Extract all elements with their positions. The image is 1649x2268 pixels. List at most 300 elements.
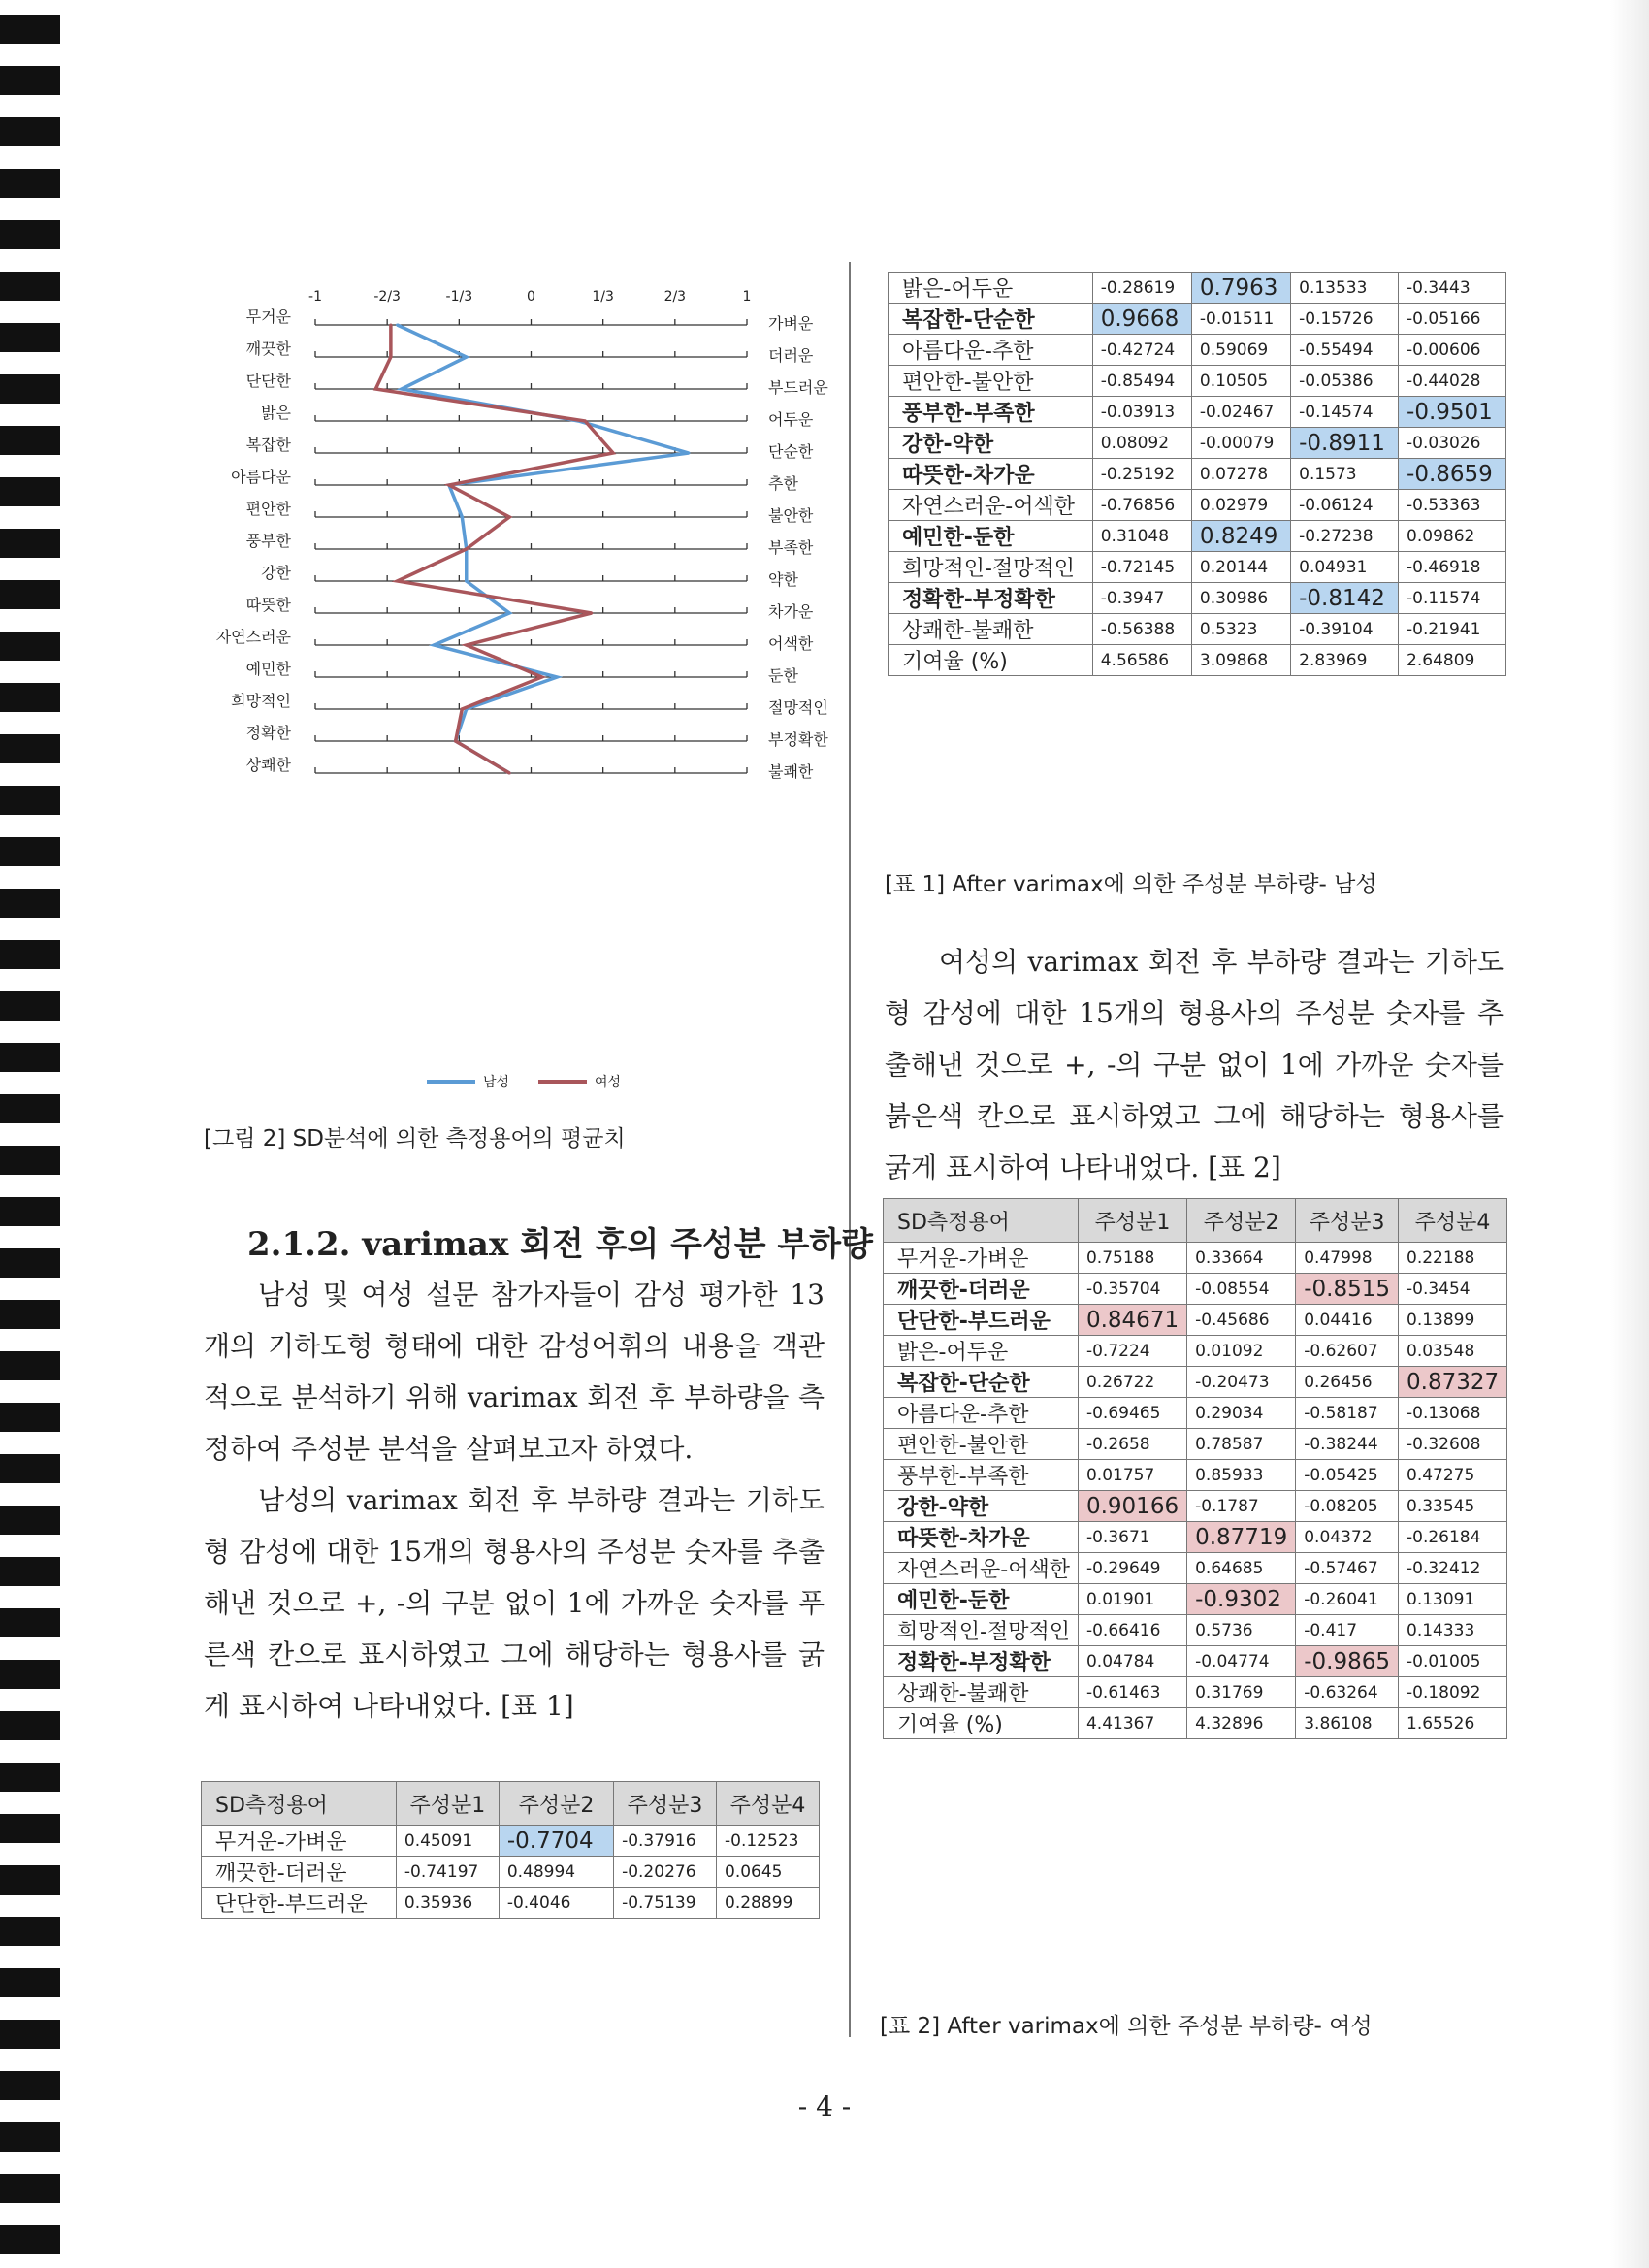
paragraph-intro: 남성 및 여성 설문 참가자들이 감성 평가한 13개의 기하도형 형태에 대한 감성어휘의 내용을 객관적으로 분석하기 위해 varimax 회전 후 부하량을 측정하여 주성분 분석을 살펴보고자 하였다. — [204, 1279, 824, 1465]
table-row — [889, 583, 1506, 614]
binding-hole — [0, 2122, 60, 2152]
binding-hole — [0, 991, 60, 1021]
binding-hole — [0, 1660, 60, 1689]
left-adjective-label: 따뜻한 — [245, 596, 291, 614]
highlighted-value-cell: 0.7963 — [1191, 273, 1290, 304]
value-cell: -0.61463 — [1078, 1677, 1186, 1708]
value-cell: 0.5323 — [1191, 614, 1290, 645]
highlighted-value-cell: -0.7704 — [499, 1826, 613, 1857]
binding-hole — [0, 786, 60, 815]
right-adjective-label: 절망적인 — [768, 698, 828, 717]
right-adjective-label: 더러운 — [768, 346, 814, 365]
term-cell: 복잡한-단순한 — [884, 1367, 1079, 1398]
right-adjective-label: 가벼운 — [768, 314, 814, 333]
table-row — [884, 1708, 1507, 1739]
value-cell: 3.86108 — [1296, 1708, 1399, 1739]
binding-hole — [0, 734, 60, 763]
value-cell: 0.59069 — [1191, 335, 1290, 366]
header-cell: SD측정용어 — [884, 1199, 1079, 1243]
value-cell: 0.64685 — [1187, 1553, 1296, 1584]
value-cell: 0.01901 — [1078, 1584, 1186, 1615]
table-row — [202, 1826, 820, 1857]
data-point — [461, 516, 464, 519]
value-cell: 4.41367 — [1078, 1708, 1186, 1739]
value-cell: -0.04774 — [1187, 1646, 1296, 1677]
term-cell: 풍부한-부족한 — [884, 1460, 1079, 1491]
value-cell: -0.3443 — [1399, 273, 1506, 304]
table-row — [884, 1491, 1507, 1522]
value-cell: 4.56586 — [1092, 645, 1191, 676]
table-row — [884, 1615, 1507, 1646]
table-row — [889, 304, 1506, 335]
left-adjective-label: 깨끗한 — [245, 340, 291, 358]
legend-label-female: 여성 — [595, 1075, 622, 1090]
data-point — [461, 708, 464, 711]
value-cell: 0.1573 — [1291, 459, 1399, 490]
value-cell: -0.72145 — [1092, 552, 1191, 583]
axis-tick-label: 2/3 — [663, 289, 687, 305]
value-cell: -0.37916 — [614, 1826, 717, 1857]
left-adjective-label: 강한 — [261, 564, 291, 582]
binding-hole — [0, 374, 60, 404]
axis-tick-label: -1/3 — [445, 289, 473, 305]
table-row — [889, 490, 1506, 521]
highlighted-value-cell: 0.9668 — [1092, 304, 1191, 335]
value-cell: -0.35704 — [1078, 1274, 1186, 1305]
binding-hole — [0, 580, 60, 609]
value-cell: 0.14333 — [1399, 1615, 1507, 1646]
highlighted-value-cell: 0.8249 — [1191, 521, 1290, 552]
table-row — [884, 1243, 1507, 1274]
value-cell: -0.08205 — [1296, 1491, 1399, 1522]
term-cell: 기여율 (%) — [889, 645, 1093, 676]
table-row — [889, 459, 1506, 490]
value-cell: -0.42724 — [1092, 335, 1191, 366]
data-point — [540, 676, 543, 679]
value-cell: -0.15726 — [1291, 304, 1399, 335]
data-point — [465, 356, 468, 359]
data-point — [389, 324, 392, 327]
value-cell: 1.65526 — [1399, 1708, 1507, 1739]
binding-hole — [0, 1814, 60, 1843]
term-cell: 무거운-가벼운 — [884, 1243, 1079, 1274]
value-cell: 0.22188 — [1399, 1243, 1507, 1274]
table-row — [889, 428, 1506, 459]
value-cell: 0.04931 — [1291, 552, 1399, 583]
table-row — [884, 1460, 1507, 1491]
header-cell: 주성분1 — [1078, 1199, 1186, 1243]
highlighted-value-cell: 0.90166 — [1078, 1491, 1186, 1522]
binding-hole — [0, 1608, 60, 1637]
value-cell: -0.3454 — [1399, 1274, 1507, 1305]
table-row — [884, 1429, 1507, 1460]
value-cell: -0.00079 — [1191, 428, 1290, 459]
term-cell: 깨끗한-더러운 — [884, 1274, 1079, 1305]
value-cell: 0.04416 — [1296, 1305, 1399, 1336]
term-cell: 편안한-불안한 — [889, 366, 1093, 397]
value-cell: 0.85933 — [1187, 1460, 1296, 1491]
data-point — [508, 612, 511, 615]
left-adjective-label: 예민한 — [245, 660, 291, 678]
term-cell: 무거운-가벼운 — [202, 1826, 397, 1857]
left-adjective-label: 자연스러운 — [215, 628, 291, 646]
term-cell: 따뜻한-차가운 — [889, 459, 1093, 490]
value-cell: -0.03026 — [1399, 428, 1506, 459]
value-cell: -0.46918 — [1399, 552, 1506, 583]
value-cell: 0.29034 — [1187, 1398, 1296, 1429]
term-cell: 희망적인-절망적인 — [889, 552, 1093, 583]
table-header-row — [884, 1199, 1507, 1243]
left-adjective-label: 정확한 — [245, 724, 291, 742]
section-heading: 2.1.2. varimax 회전 후의 주성분 부하량 — [247, 1225, 873, 1264]
value-cell: -0.2658 — [1078, 1429, 1186, 1460]
highlighted-value-cell: -0.8515 — [1296, 1274, 1399, 1305]
header-cell: 주성분2 — [499, 1782, 613, 1826]
value-cell: 0.03548 — [1399, 1336, 1507, 1367]
data-point — [465, 548, 468, 551]
left-adjective-label: 무거운 — [245, 308, 291, 326]
value-cell: -0.32412 — [1399, 1553, 1507, 1584]
value-cell: 0.47998 — [1296, 1243, 1399, 1274]
term-cell: 예민한-둔한 — [884, 1584, 1079, 1615]
value-cell: -0.26184 — [1399, 1522, 1507, 1553]
term-cell: 밝은-어두운 — [889, 273, 1093, 304]
highlighted-value-cell: -0.8659 — [1399, 459, 1506, 490]
header-cell: SD측정용어 — [202, 1782, 397, 1826]
data-point — [389, 356, 392, 359]
value-cell: 0.26722 — [1078, 1367, 1186, 1398]
table-row — [202, 1857, 820, 1888]
value-cell: -0.32608 — [1399, 1429, 1507, 1460]
left-adjective-label: 풍부한 — [245, 532, 291, 550]
binding-hole — [0, 940, 60, 969]
binding-hole — [0, 1506, 60, 1535]
axis-tick-label: -1 — [308, 289, 322, 305]
value-cell: -0.28619 — [1092, 273, 1191, 304]
table1-part2 — [888, 272, 1506, 676]
table-row — [889, 614, 1506, 645]
value-cell: -0.44028 — [1399, 366, 1506, 397]
binding-hole — [0, 117, 60, 146]
data-point — [612, 452, 615, 455]
binding-hole — [0, 1711, 60, 1740]
table-row — [884, 1522, 1507, 1553]
term-cell: 단단한-부드러운 — [884, 1305, 1079, 1336]
header-cell: 주성분2 — [1187, 1199, 1296, 1243]
value-cell: -0.417 — [1296, 1615, 1399, 1646]
table-header-row — [202, 1782, 820, 1826]
value-cell: -0.56388 — [1092, 614, 1191, 645]
binding-hole — [0, 323, 60, 352]
left-adjective-label: 밝은 — [261, 404, 291, 422]
value-cell: -0.53363 — [1399, 490, 1506, 521]
right-adjective-label: 단순한 — [768, 442, 814, 461]
value-cell: 0.01757 — [1078, 1460, 1186, 1491]
value-cell: 0.33664 — [1187, 1243, 1296, 1274]
term-cell: 강한-약한 — [884, 1491, 1079, 1522]
value-cell: 4.32896 — [1187, 1708, 1296, 1739]
term-cell: 자연스러운-어색한 — [884, 1553, 1079, 1584]
binding-hole — [0, 1454, 60, 1483]
table-row — [884, 1677, 1507, 1708]
term-cell: 풍부한-부족한 — [889, 397, 1093, 428]
header-cell: 주성분4 — [717, 1782, 820, 1826]
value-cell: -0.03913 — [1092, 397, 1191, 428]
data-point — [687, 452, 690, 455]
data-point — [465, 644, 468, 647]
table1-part1 — [201, 1781, 820, 1919]
header-cell: 주성분4 — [1399, 1199, 1507, 1243]
value-cell: -0.00606 — [1399, 335, 1506, 366]
binding-hole — [0, 1351, 60, 1380]
value-cell: 0.33545 — [1399, 1491, 1507, 1522]
value-cell: -0.06124 — [1291, 490, 1399, 521]
table-row — [889, 397, 1506, 428]
data-point — [508, 772, 511, 775]
value-cell: -0.05425 — [1296, 1460, 1399, 1491]
term-cell: 상쾌한-불쾌한 — [889, 614, 1093, 645]
data-point — [584, 420, 587, 423]
term-cell: 아름다운-추한 — [889, 335, 1093, 366]
value-cell: -0.85494 — [1092, 366, 1191, 397]
value-cell: -0.38244 — [1296, 1429, 1399, 1460]
data-point — [508, 516, 511, 519]
right-adjective-label: 어두운 — [768, 410, 814, 429]
highlighted-value-cell: 0.84671 — [1078, 1305, 1186, 1336]
left-adjective-label: 단단한 — [245, 372, 291, 390]
data-point — [556, 676, 559, 679]
right-adjective-label: 추한 — [768, 474, 798, 493]
value-cell: -0.58187 — [1296, 1398, 1399, 1429]
term-cell: 자연스러운-어색한 — [889, 490, 1093, 521]
highlighted-value-cell: -0.9865 — [1296, 1646, 1399, 1677]
value-cell: 0.75188 — [1078, 1243, 1186, 1274]
value-cell: 0.08092 — [1092, 428, 1191, 459]
left-adjective-label: 복잡한 — [245, 436, 291, 454]
binding-hole — [0, 15, 60, 44]
value-cell: 0.13533 — [1291, 273, 1399, 304]
value-cell: -0.12523 — [717, 1826, 820, 1857]
value-cell: -0.05166 — [1399, 304, 1506, 335]
term-cell: 정확한-부정확한 — [884, 1646, 1079, 1677]
binding-hole — [0, 1197, 60, 1226]
data-point — [447, 484, 450, 487]
binding-hole — [0, 426, 60, 455]
binding-hole — [0, 1968, 60, 1997]
page-edge — [1610, 0, 1649, 2268]
table-row — [889, 645, 1506, 676]
value-cell: 0.09862 — [1399, 521, 1506, 552]
term-cell: 깨끗한-더러운 — [202, 1857, 397, 1888]
right-adjective-label: 차가운 — [768, 602, 814, 621]
value-cell: -0.01511 — [1191, 304, 1290, 335]
paragraph-male: 남성의 varimax 회전 후 부하량 결과는 기하도형 감성에 대한 15개의 형용사의 주성분 숫자를 추출해낸 것으로 +, -의 구분 없이 1에 가까운 숫자를 푸른색 칸으로 표시하였고 그에 해당하는 형용사를 굵게 표시하여 나타내었다. [표 1] — [204, 1484, 824, 1722]
term-cell: 예민한-둔한 — [889, 521, 1093, 552]
value-cell: -0.18092 — [1399, 1677, 1507, 1708]
value-cell: -0.26041 — [1296, 1584, 1399, 1615]
right-adjective-label: 어색한 — [768, 634, 814, 653]
value-cell: -0.69465 — [1078, 1398, 1186, 1429]
value-cell: -0.21941 — [1399, 614, 1506, 645]
value-cell: 3.09868 — [1191, 645, 1290, 676]
highlighted-value-cell: -0.8142 — [1291, 583, 1399, 614]
term-cell: 강한-약한 — [889, 428, 1093, 459]
term-cell: 정확한-부정확한 — [889, 583, 1093, 614]
table-row — [884, 1336, 1507, 1367]
value-cell: 0.20144 — [1191, 552, 1290, 583]
data-point — [401, 388, 404, 391]
value-cell: 0.48994 — [499, 1857, 613, 1888]
binding-hole — [0, 889, 60, 918]
binding-hole — [0, 2020, 60, 2049]
table-row — [889, 521, 1506, 552]
value-cell: -0.14574 — [1291, 397, 1399, 428]
value-cell: 0.26456 — [1296, 1367, 1399, 1398]
binding-hole — [0, 1557, 60, 1586]
value-cell: -0.75139 — [614, 1888, 717, 1919]
axis-tick-label: -2/3 — [373, 289, 401, 305]
value-cell: -0.55494 — [1291, 335, 1399, 366]
binding-hole — [0, 1917, 60, 1946]
right-adjective-label: 불안한 — [768, 506, 814, 525]
term-cell: 상쾌한-불쾌한 — [884, 1677, 1079, 1708]
value-cell: 0.02979 — [1191, 490, 1290, 521]
value-cell: -0.13068 — [1399, 1398, 1507, 1429]
value-cell: 0.07278 — [1191, 459, 1290, 490]
right-adjective-label: 약한 — [768, 570, 798, 589]
value-cell: 0.35936 — [396, 1888, 499, 1919]
highlighted-value-cell: -0.8911 — [1291, 428, 1399, 459]
value-cell: -0.66416 — [1078, 1615, 1186, 1646]
value-cell: -0.20276 — [614, 1857, 717, 1888]
data-point — [590, 612, 593, 615]
value-cell: 0.78587 — [1187, 1429, 1296, 1460]
table-row — [884, 1305, 1507, 1336]
binding-hole — [0, 477, 60, 506]
value-cell: -0.7224 — [1078, 1336, 1186, 1367]
value-cell: -0.25192 — [1092, 459, 1191, 490]
value-cell: 0.01092 — [1187, 1336, 1296, 1367]
highlighted-value-cell: -0.9501 — [1399, 397, 1506, 428]
binding-hole — [0, 683, 60, 712]
axis-tick-label: 1 — [742, 289, 752, 305]
value-cell: -0.3947 — [1092, 583, 1191, 614]
value-cell: -0.02467 — [1191, 397, 1290, 428]
term-cell: 밝은-어두운 — [884, 1336, 1079, 1367]
term-cell: 따뜻한-차가운 — [884, 1522, 1079, 1553]
header-cell: 주성분1 — [396, 1782, 499, 1826]
value-cell: -0.11574 — [1399, 583, 1506, 614]
binding-hole — [0, 529, 60, 558]
value-cell: -0.27238 — [1291, 521, 1399, 552]
binding-hole — [0, 632, 60, 661]
highlighted-value-cell: 0.87327 — [1399, 1367, 1507, 1398]
value-cell: 0.31769 — [1187, 1677, 1296, 1708]
binding-hole — [0, 1300, 60, 1329]
binding-holes — [0, 0, 60, 2268]
table-row — [889, 552, 1506, 583]
value-cell: 0.0645 — [717, 1857, 820, 1888]
term-cell: 편안한-불안한 — [884, 1429, 1079, 1460]
table-row — [884, 1553, 1507, 1584]
table-row — [202, 1888, 820, 1919]
value-cell: -0.57467 — [1296, 1553, 1399, 1584]
left-adjective-label: 아름다운 — [231, 468, 291, 486]
figure-caption: [그림 2] SD분석에 의한 측정용어의 평균치 — [204, 1126, 626, 1151]
right-adjective-label: 부드러운 — [768, 378, 828, 397]
value-cell: -0.45686 — [1187, 1305, 1296, 1336]
value-cell: 0.5736 — [1187, 1615, 1296, 1646]
value-cell: 0.13899 — [1399, 1305, 1507, 1336]
data-point — [396, 324, 399, 327]
term-cell: 기여율 (%) — [884, 1708, 1079, 1739]
table-row — [889, 366, 1506, 397]
term-cell: 희망적인-절망적인 — [884, 1615, 1079, 1646]
binding-hole — [0, 837, 60, 866]
value-cell: -0.39104 — [1291, 614, 1399, 645]
value-cell: 0.10505 — [1191, 366, 1290, 397]
value-cell: 0.30986 — [1191, 583, 1290, 614]
binding-hole — [0, 1763, 60, 1792]
page-number: - 4 - — [797, 2090, 852, 2122]
binding-hole — [0, 66, 60, 95]
table2 — [883, 1198, 1507, 1739]
table-row — [884, 1367, 1507, 1398]
legend-label-male: 남성 — [483, 1075, 510, 1090]
value-cell: -0.76856 — [1092, 490, 1191, 521]
value-cell: -0.05386 — [1291, 366, 1399, 397]
term-cell: 복잡한-단순한 — [889, 304, 1093, 335]
highlighted-value-cell: -0.9302 — [1187, 1584, 1296, 1615]
value-cell: 0.28899 — [717, 1888, 820, 1919]
axis-tick-label: 0 — [527, 289, 535, 305]
table-row — [884, 1398, 1507, 1429]
binding-hole — [0, 272, 60, 301]
value-cell: 0.45091 — [396, 1826, 499, 1857]
left-adjective-label: 편안한 — [245, 500, 291, 518]
table-row — [889, 273, 1506, 304]
binding-hole — [0, 2174, 60, 2203]
sd-profile-chart — [194, 272, 863, 1106]
value-cell: -0.29649 — [1078, 1553, 1186, 1584]
data-point — [396, 580, 399, 583]
value-cell: -0.63264 — [1296, 1677, 1399, 1708]
binding-hole — [0, 169, 60, 198]
value-cell: -0.1787 — [1187, 1491, 1296, 1522]
term-cell: 단단한-부드러운 — [202, 1888, 397, 1919]
table-row — [889, 335, 1506, 366]
table-row — [884, 1646, 1507, 1677]
data-point — [465, 580, 468, 583]
right-adjective-label: 둔한 — [768, 666, 798, 685]
data-point — [433, 644, 436, 647]
value-cell: -0.3671 — [1078, 1522, 1186, 1553]
table-row — [884, 1274, 1507, 1305]
value-cell: -0.08554 — [1187, 1274, 1296, 1305]
binding-hole — [0, 2225, 60, 2254]
value-cell: 0.13091 — [1399, 1584, 1507, 1615]
value-cell: -0.4046 — [499, 1888, 613, 1919]
header-cell: 주성분3 — [614, 1782, 717, 1826]
left-adjective-label: 상쾌한 — [245, 756, 291, 774]
value-cell: 0.31048 — [1092, 521, 1191, 552]
binding-hole — [0, 1094, 60, 1123]
right-adjective-label: 불쾌한 — [768, 762, 814, 781]
term-cell: 아름다운-추한 — [884, 1398, 1079, 1429]
header-cell: 주성분3 — [1296, 1199, 1399, 1243]
left-adjective-label: 희망적인 — [231, 692, 291, 710]
binding-hole — [0, 220, 60, 249]
